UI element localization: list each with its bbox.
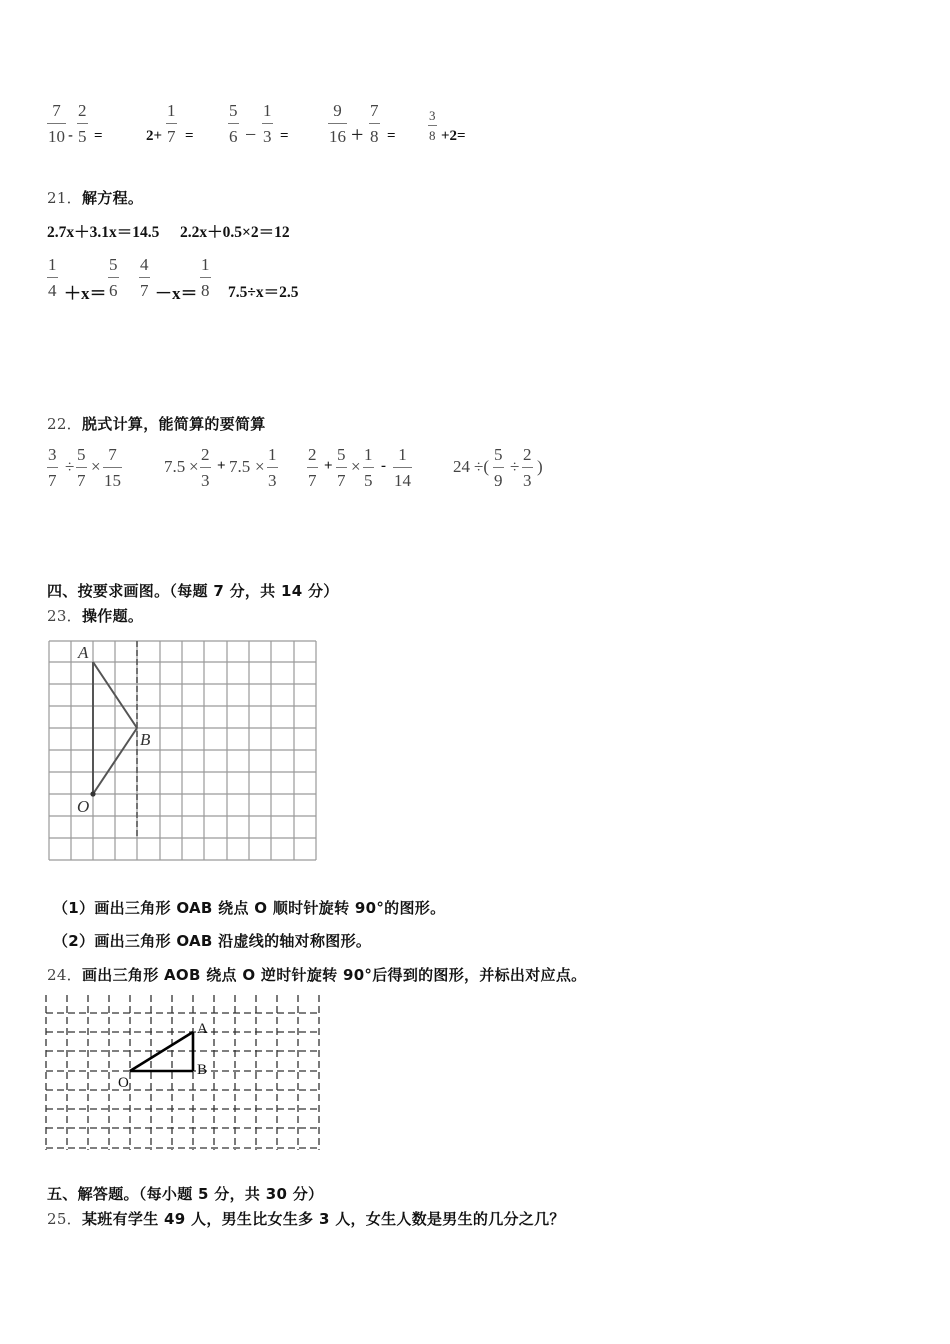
fraction: 5 6 — [109, 255, 118, 300]
fraction: 7 15 — [104, 445, 121, 490]
question-22-title: 22．脱式计算，能简算的要简算 — [47, 415, 266, 433]
section-5-heading: 五、解答题。（每小题 5 分，共 30 分） — [47, 1185, 324, 1203]
fraction: 7 10 — [48, 101, 65, 146]
label-o: O — [118, 1075, 129, 1091]
fraction: 3 8 — [429, 108, 436, 143]
section-4-heading: 四、按要求画图。（每题 7 分，共 14 分） — [47, 582, 339, 600]
question-23-sub-2: （2）画出三角形 OAB 沿虚线的轴对称图形。 — [53, 932, 372, 950]
grid-diagram-q23 — [44, 636, 324, 866]
fraction: 7 8 — [370, 101, 379, 146]
question-25-title: 25．某班有学生 49 人，男生比女生多 3 人，女生人数是男生的几分之几？ — [47, 1210, 565, 1228]
equation-1: 2.7x＋3.1x＝14.5 — [47, 224, 160, 241]
fraction: 4 7 — [140, 255, 149, 300]
fraction: 1 3 — [263, 101, 272, 146]
label-b: B — [140, 730, 151, 749]
question-24-title: 24．画出三角形 AOB 绕点 O 逆时针旋转 90°后得到的图形，并标出对应点。 — [47, 966, 587, 984]
minus-operator: - — [68, 127, 73, 144]
minus-operator: − — [245, 124, 257, 146]
plus-operator: + — [351, 122, 364, 147]
fraction: 2 7 — [308, 445, 317, 490]
grid-diagram-q24 — [40, 992, 330, 1157]
fraction: 1 3 — [268, 445, 277, 490]
equation-2: 2.2x＋0.5×2＝12 — [180, 224, 290, 241]
fraction: 5 7 — [337, 445, 346, 490]
question-21-title: 21．解方程。 — [47, 189, 144, 207]
fraction: 1 7 — [167, 101, 176, 146]
fraction: 5 6 — [229, 101, 238, 146]
fraction: 9 16 — [329, 101, 346, 146]
grid-lines — [49, 641, 316, 860]
fraction: 2 3 — [523, 445, 532, 490]
fraction: 5 7 — [77, 445, 86, 490]
question-23-title: 23．操作题。 — [47, 607, 144, 625]
label-a: A — [78, 643, 89, 662]
label-o: O — [77, 797, 90, 816]
equals-sign: = — [280, 128, 289, 144]
fraction: 3 7 — [48, 445, 57, 490]
label-a: A — [197, 1021, 208, 1037]
question-23-sub-1: （1）画出三角形 OAB 绕点 O 顺时针旋转 90°的图形。 — [53, 899, 446, 917]
dashed-grid-lines — [46, 995, 319, 1150]
equals-sign: = — [94, 128, 103, 144]
equation-5: 7.5÷x＝2.5 — [228, 284, 299, 301]
fraction: 5 9 — [494, 445, 503, 490]
point-o — [90, 791, 95, 796]
fraction: 1 4 — [48, 255, 57, 300]
plus-two-equals: +2= — [441, 128, 466, 144]
fraction: 2 5 — [78, 101, 87, 146]
label-b: B — [197, 1062, 208, 1078]
fraction: 1 5 — [364, 445, 373, 490]
equals-sign: = — [185, 128, 194, 144]
whole-number-plus: 2+ — [146, 128, 163, 144]
fraction: 2 3 — [201, 445, 210, 490]
fraction: 1 8 — [201, 255, 210, 300]
fraction: 1 14 — [394, 445, 411, 490]
equals-sign: = — [387, 128, 396, 144]
